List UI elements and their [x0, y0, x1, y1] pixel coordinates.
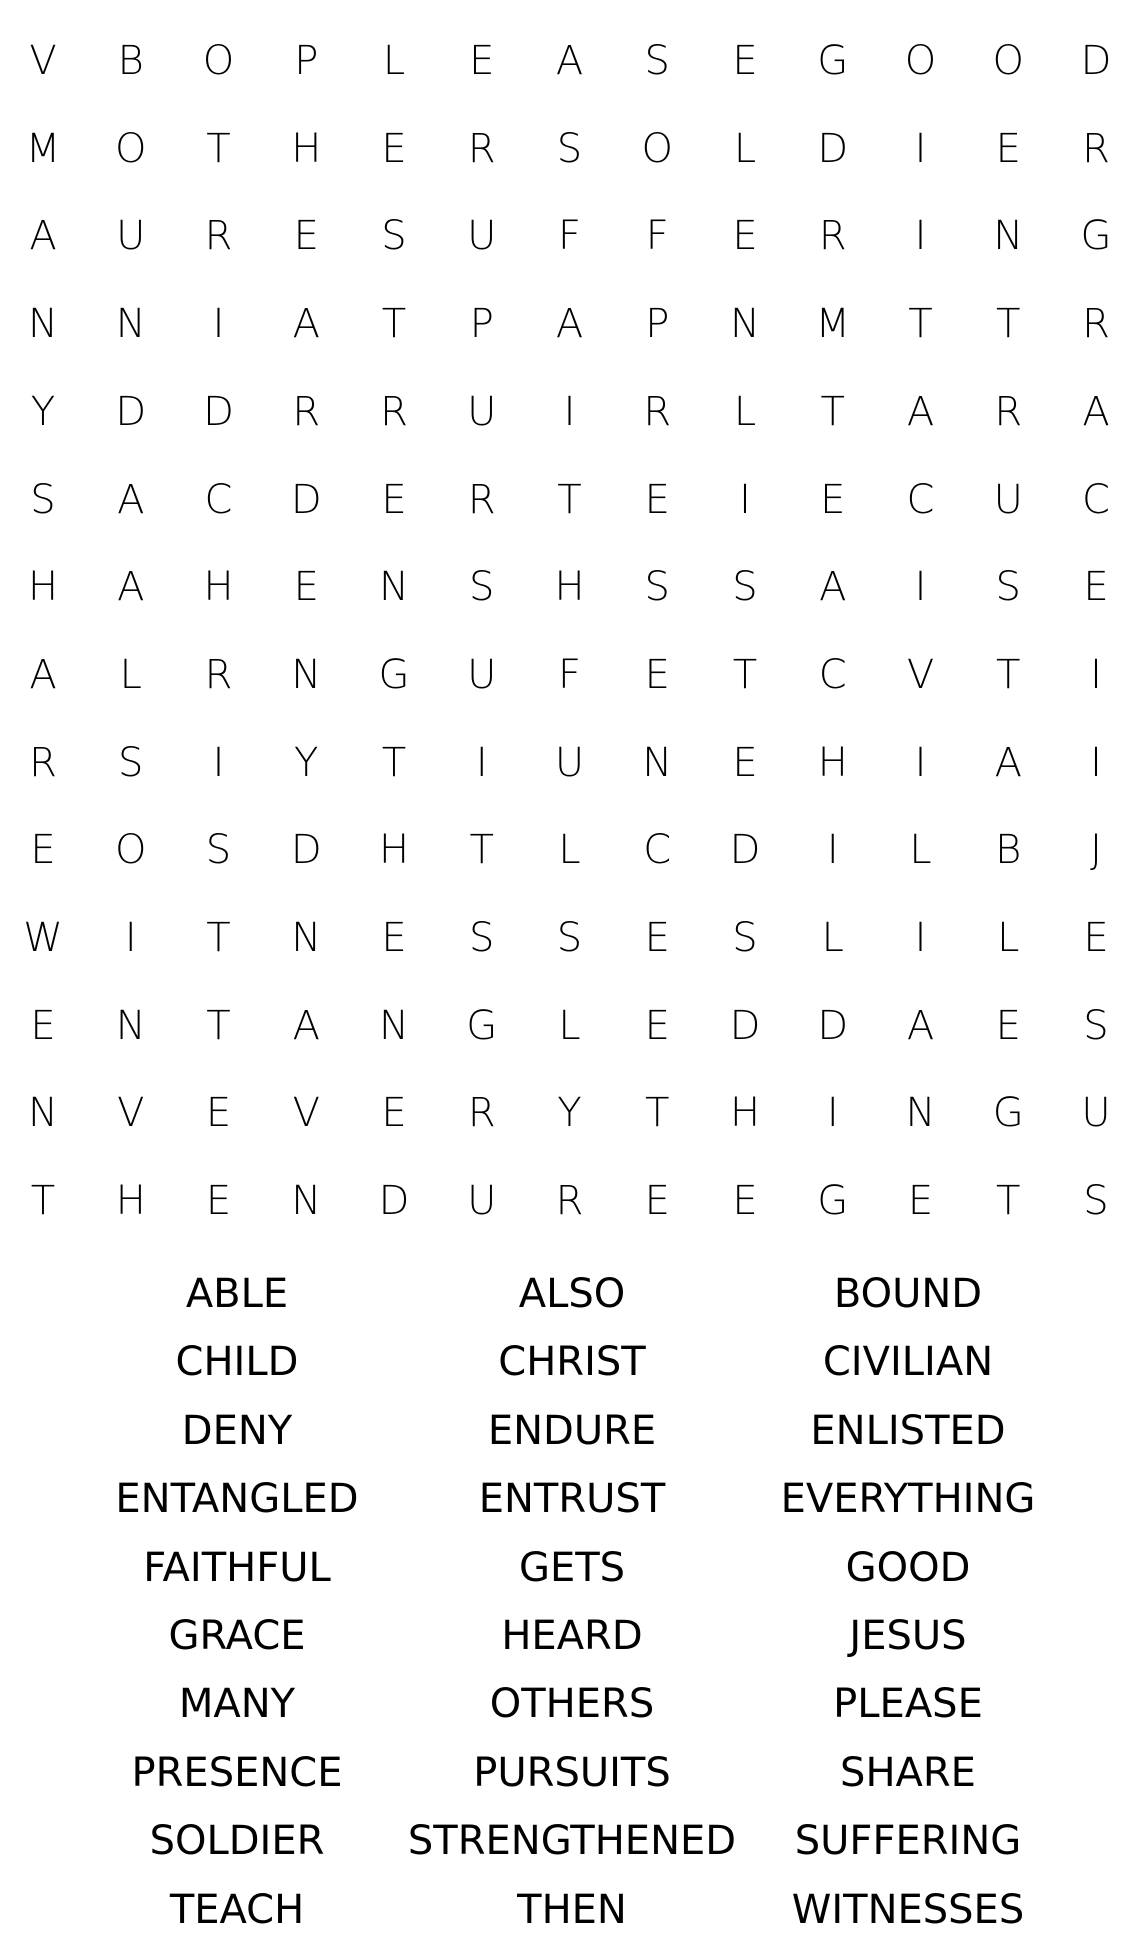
grid-cell[interactable]: C — [818, 651, 847, 698]
grid-cell[interactable]: F — [557, 651, 581, 698]
grid-cell[interactable]: R — [994, 388, 1023, 435]
grid-cell[interactable]: N — [905, 1090, 936, 1137]
grid-cell[interactable]: D — [290, 827, 322, 874]
grid-cell[interactable]: L — [821, 915, 844, 961]
word-list-item: EVERYTHING — [780, 1476, 1036, 1523]
grid-cell[interactable]: R — [555, 1178, 584, 1225]
grid-cell[interactable]: I — [1090, 651, 1102, 698]
grid-cell[interactable]: L — [119, 651, 142, 698]
grid-cell[interactable]: N — [642, 739, 673, 786]
grid-cell[interactable]: H — [291, 125, 322, 172]
grid-cell[interactable]: P — [469, 301, 494, 348]
grid-cell[interactable]: L — [558, 827, 581, 874]
word-list-item: ABLE — [185, 1271, 289, 1317]
word-list-item: THEN — [517, 1886, 627, 1933]
word-list-item: GRACE — [168, 1613, 306, 1659]
grid-cell[interactable]: T — [469, 827, 494, 874]
word-list-item: PLEASE — [833, 1681, 983, 1728]
grid-cell[interactable]: E — [644, 915, 670, 961]
grid-cell[interactable]: S — [469, 564, 495, 611]
grid-cell[interactable]: O — [115, 827, 147, 874]
grid-cell[interactable]: R — [29, 739, 57, 786]
grid-cell[interactable]: A — [117, 564, 145, 611]
grid-cell[interactable]: E — [1083, 915, 1109, 961]
grid-cell[interactable]: E — [732, 1178, 758, 1225]
grid-cell[interactable]: S — [1083, 1178, 1109, 1225]
word-list-item: TEACH — [169, 1886, 305, 1933]
word-list-item: SOLDIER — [149, 1818, 325, 1865]
grid-cell[interactable]: U — [467, 1178, 497, 1225]
grid-cell[interactable]: A — [29, 213, 57, 260]
grid-cell[interactable]: T — [381, 301, 407, 348]
grid-cell[interactable]: T — [820, 388, 845, 435]
grid-cell[interactable]: N — [115, 301, 146, 348]
grid-cell[interactable]: C — [643, 827, 672, 874]
grid-cell[interactable]: G — [817, 1178, 849, 1225]
grid-cell[interactable]: V — [292, 1090, 320, 1137]
grid-cell[interactable]: I — [826, 827, 839, 874]
word-list-item: FAITHFUL — [143, 1544, 331, 1591]
grid-cell[interactable]: T — [908, 301, 933, 348]
grid-cell[interactable]: S — [30, 476, 56, 523]
grid-cell[interactable]: I — [563, 388, 576, 435]
grid-cell[interactable]: B — [995, 827, 1022, 874]
grid-cell[interactable]: G — [817, 38, 849, 84]
word-list-item: GETS — [518, 1544, 626, 1591]
grid-cell[interactable]: D — [817, 1002, 849, 1049]
grid-cell[interactable]: W — [23, 915, 63, 961]
grid-cell[interactable]: V — [117, 1090, 145, 1137]
word-list-item: WITNESSES — [791, 1886, 1025, 1933]
grid-cell[interactable]: L — [997, 915, 1020, 961]
grid-cell[interactable]: A — [117, 476, 145, 523]
grid-cell[interactable]: T — [206, 915, 231, 961]
grid-cell[interactable]: D — [729, 1002, 761, 1049]
grid-cell[interactable]: G — [466, 1002, 498, 1049]
grid-cell[interactable]: T — [381, 739, 407, 786]
grid-cell[interactable]: R — [292, 388, 321, 435]
word-list-item: MANY — [178, 1681, 296, 1728]
word-list-item: SUFFERING — [794, 1818, 1022, 1865]
grid-cell[interactable]: U — [467, 651, 497, 698]
grid-cell[interactable]: A — [292, 1002, 320, 1049]
grid-cell[interactable]: E — [293, 213, 319, 260]
grid-cell[interactable]: I — [475, 739, 488, 786]
word-list — [0, 1262, 1138, 1938]
grid-cell[interactable]: R — [467, 125, 496, 172]
word-list-item: DENY — [181, 1407, 293, 1454]
grid-cell[interactable]: P — [645, 301, 670, 348]
grid-cell[interactable]: A — [29, 651, 57, 698]
grid-cell[interactable]: E — [205, 1090, 232, 1137]
grid-cell[interactable]: A — [819, 564, 847, 611]
grid-cell[interactable]: A — [994, 739, 1022, 786]
grid-cell[interactable]: S — [556, 915, 583, 961]
grid-cell[interactable]: M — [815, 301, 850, 348]
grid-cell[interactable]: D — [1080, 38, 1112, 84]
grid-cell[interactable]: T — [30, 1178, 56, 1225]
grid-cell[interactable]: I — [826, 1090, 839, 1137]
grid-cell[interactable]: E — [732, 213, 758, 260]
grid-cell[interactable]: H — [115, 1178, 146, 1225]
grid-cell[interactable]: E — [820, 476, 846, 523]
grid-cell[interactable]: E — [732, 739, 758, 786]
grid-cell[interactable]: P — [294, 38, 319, 84]
grid-cell[interactable]: Y — [294, 739, 319, 786]
grid-cell[interactable]: L — [558, 1002, 581, 1049]
grid-cell[interactable]: H — [554, 564, 585, 611]
grid-cell[interactable]: S — [118, 739, 144, 786]
grid-cell[interactable]: I — [124, 915, 137, 961]
grid-cell[interactable]: E — [293, 564, 319, 611]
grid-cell[interactable]: S — [556, 125, 583, 172]
grid-cell[interactable]: E — [644, 651, 670, 698]
grid-cell[interactable]: S — [469, 915, 495, 961]
grid-cell[interactable]: L — [733, 388, 757, 435]
grid-cell[interactable]: V — [906, 651, 935, 698]
grid-cell[interactable]: H — [27, 564, 59, 611]
grid-cell[interactable]: R — [380, 388, 408, 435]
grid-cell[interactable]: U — [554, 739, 585, 786]
grid-cell[interactable]: R — [467, 1090, 496, 1137]
grid-cell[interactable]: G — [1080, 213, 1112, 260]
grid-cell[interactable]: E — [732, 38, 758, 84]
word-list-item: HEARD — [501, 1613, 643, 1659]
grid-cell[interactable]: R — [818, 213, 847, 260]
grid-cell[interactable]: S — [732, 915, 758, 961]
grid-cell[interactable]: L — [733, 125, 757, 172]
grid-cell[interactable]: L — [909, 827, 932, 874]
grid-cell[interactable]: T — [206, 125, 231, 172]
word-list-item: ENTANGLED — [115, 1476, 359, 1523]
grid-cell[interactable]: B — [117, 38, 144, 84]
grid-cell[interactable]: E — [30, 1002, 56, 1049]
grid-cell[interactable]: U — [467, 213, 497, 260]
grid-cell[interactable]: D — [115, 388, 147, 435]
grid-cell[interactable]: A — [292, 301, 320, 348]
grid-cell[interactable]: T — [557, 476, 582, 523]
grid-cell[interactable]: S — [732, 564, 758, 611]
grid-cell[interactable]: A — [555, 301, 584, 348]
grid-cell[interactable]: A — [906, 388, 935, 435]
grid-cell[interactable]: I — [914, 739, 927, 786]
grid-cell[interactable]: T — [996, 1178, 1021, 1225]
word-list-item: CIVILIAN — [822, 1339, 994, 1386]
word-list-item: CHRIST — [498, 1339, 646, 1386]
grid-cell[interactable]: R — [643, 388, 672, 435]
grid-cell[interactable]: O — [202, 38, 235, 84]
grid-cell[interactable]: I — [914, 564, 927, 611]
grid-cell[interactable]: E — [30, 827, 56, 874]
grid-cell[interactable]: F — [645, 213, 669, 260]
grid-cell[interactable]: R — [204, 213, 233, 260]
grid-cell[interactable]: I — [1090, 739, 1102, 786]
word-list-item: PURSUITS — [473, 1749, 671, 1796]
word-list-item: PRESENCE — [131, 1749, 343, 1796]
grid-cell[interactable]: S — [995, 564, 1021, 611]
grid-cell[interactable]: Y — [557, 1090, 582, 1137]
grid-cell[interactable]: T — [996, 651, 1021, 698]
grid-cell[interactable]: A — [906, 1002, 935, 1049]
grid-cell[interactable]: T — [206, 1002, 231, 1049]
word-list-item: ENDURE — [487, 1407, 657, 1454]
grid-cell[interactable]: T — [732, 651, 758, 698]
grid-cell[interactable]: N — [993, 213, 1024, 260]
word-list-item: JESUS — [849, 1613, 967, 1659]
grid-cell[interactable]: D — [817, 125, 849, 172]
grid-cell[interactable]: T — [645, 1090, 670, 1137]
grid-cell[interactable]: N — [291, 651, 322, 698]
grid-cell[interactable]: D — [729, 827, 761, 874]
grid-cell[interactable]: U — [467, 388, 497, 435]
grid-cell[interactable]: N — [291, 915, 322, 961]
grid-cell[interactable]: E — [644, 1178, 670, 1225]
grid-cell[interactable]: I — [914, 213, 927, 260]
grid-cell[interactable]: I — [739, 476, 751, 523]
grid-cell[interactable]: I — [212, 301, 225, 348]
word-list-item: ENLISTED — [810, 1407, 1006, 1454]
grid-cell[interactable]: T — [996, 301, 1021, 348]
grid-cell[interactable]: Y — [30, 388, 56, 435]
word-list-item: ALSO — [518, 1271, 626, 1317]
grid-cell[interactable]: N — [379, 1002, 409, 1049]
grid-cell[interactable]: N — [379, 564, 409, 611]
grid-cell[interactable]: D — [378, 1178, 410, 1225]
grid-cell[interactable]: E — [381, 125, 407, 172]
grid-cell[interactable]: C — [1082, 476, 1110, 523]
grid-cell[interactable]: M — [25, 125, 61, 172]
grid-cell[interactable]: S — [644, 564, 670, 611]
grid-cell[interactable]: R — [1082, 301, 1110, 348]
grid-cell[interactable]: F — [557, 213, 581, 260]
grid-cell[interactable]: H — [378, 827, 410, 874]
word-list-item: SHARE — [840, 1749, 976, 1796]
grid-cell[interactable]: N — [28, 301, 58, 348]
grid-cell[interactable]: E — [381, 1090, 407, 1137]
grid-cell[interactable]: E — [995, 1002, 1021, 1049]
grid-cell[interactable]: D — [203, 388, 234, 435]
grid-cell[interactable]: E — [381, 476, 407, 523]
grid-cell[interactable]: N — [730, 301, 760, 348]
grid-cell[interactable]: E — [1083, 564, 1109, 611]
grid-cell[interactable]: O — [904, 38, 937, 84]
grid-cell[interactable]: O — [115, 125, 147, 172]
grid-cell[interactable]: E — [644, 1002, 670, 1049]
grid-cell[interactable]: U — [993, 476, 1023, 523]
grid-cell[interactable]: C — [906, 476, 935, 523]
grid-cell[interactable]: S — [644, 38, 670, 84]
grid-cell[interactable]: R — [1082, 125, 1110, 172]
grid-cell[interactable]: E — [995, 125, 1021, 172]
grid-cell[interactable]: S — [205, 827, 232, 874]
grid-cell[interactable]: V — [29, 38, 57, 84]
grid-cell[interactable]: E — [205, 1178, 232, 1225]
grid-cell[interactable]: L — [382, 38, 406, 84]
grid-cell[interactable]: E — [381, 915, 407, 961]
grid-cell[interactable]: H — [817, 739, 848, 786]
grid-cell[interactable]: C — [204, 476, 233, 523]
grid-cell[interactable]: S — [1083, 1002, 1109, 1049]
grid-cell[interactable]: N — [291, 1178, 322, 1225]
grid-cell[interactable]: H — [203, 564, 234, 611]
grid-cell[interactable]: A — [1082, 388, 1110, 435]
grid-cell[interactable]: I — [914, 125, 927, 172]
grid-cell[interactable]: J — [1090, 827, 1102, 874]
grid-cell[interactable]: N — [28, 1090, 58, 1137]
word-list-item: GOOD — [845, 1544, 971, 1591]
grid-cell[interactable]: S — [381, 213, 407, 260]
grid-cell[interactable]: G — [378, 651, 410, 698]
grid-cell[interactable]: E — [469, 38, 495, 84]
word-list-item: ENTRUST — [478, 1476, 666, 1523]
grid-cell[interactable]: U — [1081, 1090, 1111, 1137]
word-list-item: STRENGTHENED — [407, 1818, 737, 1865]
grid-cell[interactable]: R — [467, 476, 496, 523]
grid-cell[interactable]: U — [116, 213, 146, 260]
word-list-item: CHILD — [175, 1339, 299, 1386]
grid-cell[interactable]: E — [907, 1178, 934, 1225]
grid-cell[interactable]: D — [290, 476, 322, 523]
grid-cell[interactable]: A — [555, 38, 584, 84]
grid-cell[interactable]: R — [204, 651, 233, 698]
grid-cell[interactable]: G — [992, 1090, 1024, 1137]
grid-cell[interactable]: O — [641, 125, 673, 172]
word-list-item: OTHERS — [489, 1681, 655, 1728]
grid-cell[interactable]: I — [914, 915, 927, 961]
word-list-item: BOUND — [833, 1271, 983, 1317]
grid-cell[interactable]: H — [729, 1090, 761, 1137]
grid-cell[interactable]: N — [115, 1002, 146, 1049]
grid-cell[interactable]: E — [644, 476, 670, 523]
grid-cell[interactable]: O — [992, 38, 1024, 84]
grid-cell[interactable]: I — [212, 739, 225, 786]
